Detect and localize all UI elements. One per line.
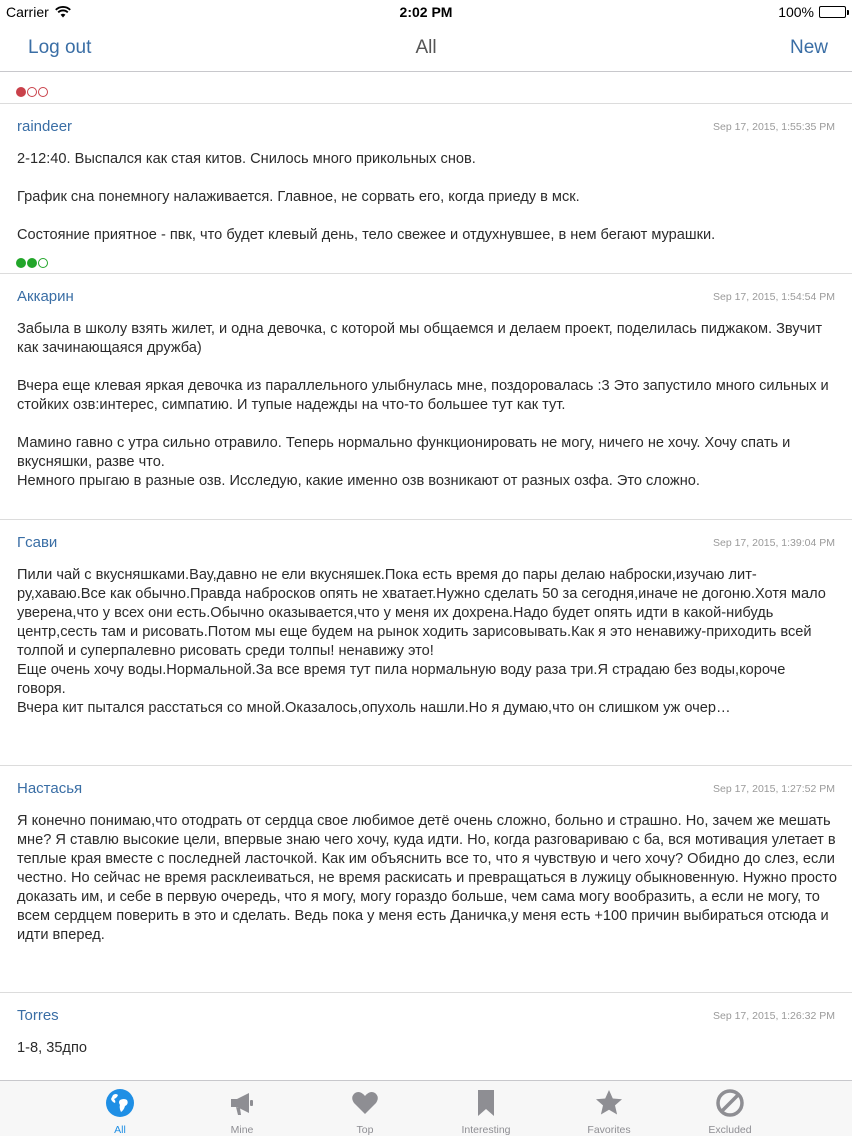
new-post-button[interactable]: New [789, 37, 828, 58]
tab-label: Favorites [587, 1124, 631, 1136]
post-date: Sep 17, 2015, 1:54:54 PM [712, 291, 835, 303]
post-author[interactable]: raindeer [17, 118, 73, 135]
post-date: Sep 17, 2015, 1:39:04 PM [712, 537, 835, 549]
post-author[interactable]: Гсави [17, 534, 58, 551]
megaphone-icon [227, 1088, 257, 1118]
post-author[interactable]: Настасья [17, 780, 83, 797]
list-item[interactable] [0, 993, 852, 1079]
rating-dot-empty [38, 258, 48, 268]
post-body: Пили чай с вкусняшками.Вау,давно не ели вкусняшек.Пока есть время до пары делаю наброски,изучаю лит-ру,хаваю.Все как обычно.Правда набросков опять не хватает.Нужно сделать 50 за сегодня,иначе не догоню.Хотя мало уверена,что у всех они есть.Обычно оказывается,что у меня их дохрена.Надо будет опять идти в какой-нибудь центр,сесть там и рисовать.Потом мы еще будем на рынок ходить зарисовывать.Как я это ненавижу-приходить всей толпой и суперпалевно рисовать среди толпы! ненавижу это! Еще очень хочу воды.Нормальной.За все время тут пила нормальную воду раза три.Я страдаю без воды,короче говоря. Вчера кит пытался расстаться со мной.Оказалось,опухоль нашли.Но я думаю,что он слишком уж очер… [17, 567, 826, 716]
rating-dot-empty [38, 87, 48, 97]
list-item[interactable] [0, 520, 852, 766]
rating-dot-filled [16, 258, 26, 268]
tab-interesting[interactable] [426, 1081, 546, 1136]
bookmark-icon [471, 1088, 501, 1118]
tab-top[interactable] [305, 1081, 425, 1136]
battery-percent: 100% [778, 4, 814, 20]
post-author[interactable]: Аккарин [17, 288, 74, 305]
post-date: Sep 17, 2015, 1:55:35 PM [712, 121, 835, 133]
tab-label: Top [356, 1124, 374, 1136]
post-body: Я конечно понимаю,что отодрать от сердца свое любимое детё очень сложно, больно и страшно. Но, зачем же мешать мне? Я ставлю высокие цели, впервые знаю чего хочу, куда идти. Но, когда разговариваю с ба, вся мотивация улетает в теплые края вместе с последней ласточкой. Как им объяснить все то, что я чувствую и чего хочу? Обидно до слез, если честно. Но сейчас не время расклеиваться, не время раскисать и превращаться в лужицу обыкновенную. Нужно просто доказать им, и себе в первую очередь, что я могу, могу гораздо больше, чем сама могу вообразить, а если не могу, то всем сердцем поверить в это и сделать. Ведь пока у меня есть Даничка,у меня есть +100 причин выбираться отсюда и идти вперед. [17, 813, 837, 943]
post-feed[interactable] [0, 73, 852, 1080]
list-item[interactable] [0, 104, 852, 274]
page-title: All [415, 37, 437, 58]
carrier-label: Carrier [6, 4, 49, 20]
tab-bar [0, 1080, 852, 1136]
tab-label: Mine [230, 1124, 254, 1136]
list-item[interactable] [0, 766, 852, 993]
navigation-bar [0, 24, 852, 72]
post-body: 2-12:40. Выспался как стая китов. Снилось много прикольных снов. График сна понемногу налаживается. Главное, не сорвать его, когда приеду в мск. Состояние приятное - пвк, что будет клевый день, тело свежее и отдухнувшее, в нем бегают мурашки. [17, 151, 716, 243]
tab-favorites[interactable] [549, 1081, 669, 1136]
tab-all[interactable] [60, 1081, 180, 1136]
post-date: Sep 17, 2015, 1:27:52 PM [712, 783, 835, 795]
rating-dot-empty [27, 87, 37, 97]
list-item[interactable] [0, 274, 852, 520]
tab-mine[interactable] [182, 1081, 302, 1136]
battery-group [778, 4, 846, 20]
clock: 2:02 PM [399, 4, 453, 20]
logout-button[interactable]: Log out [28, 37, 92, 58]
rating-dots [16, 83, 49, 101]
globe-icon [105, 1088, 135, 1118]
no-entry-icon [715, 1088, 745, 1118]
post-body: Забыла в школу взять жилет, и одна девочка, с которой мы общаемся и делаем проект, поделилась пиджаком. Звучит как зачинающаяся дружба) Вчера еще клевая яркая девочка из параллельного улыбнулась мне, поздоровалась :3 Это запустило много сильных и стойких озв:интерес, симпатию. И тупые надежды на что-то большее тут как тут. Мамино гавно с утра сильно отравило. Теперь нормально функционировать не могу, ничего не хочу. Хочу спать и вкусняшки, разве что. Немного прыгаю в разные озв. Исследую, какие именно озв возникают от разных озфа. Это сложно. [17, 321, 829, 489]
post-body: 1-8, 35дпо [17, 1040, 87, 1056]
tab-label: All [114, 1124, 126, 1136]
rating-dot-filled [16, 87, 26, 97]
tab-label: Excluded [708, 1124, 752, 1136]
post-date: Sep 17, 2015, 1:26:32 PM [712, 1010, 835, 1022]
status-bar [0, 0, 852, 24]
partial-post[interactable] [0, 73, 852, 104]
heart-icon [350, 1088, 380, 1118]
battery-icon [819, 6, 846, 18]
tab-excluded[interactable] [670, 1081, 790, 1136]
rating-dots [16, 254, 49, 272]
star-icon [594, 1088, 624, 1118]
tab-label: Interesting [461, 1124, 511, 1136]
post-author[interactable]: Torres [17, 1007, 59, 1024]
rating-dot-filled [27, 258, 37, 268]
